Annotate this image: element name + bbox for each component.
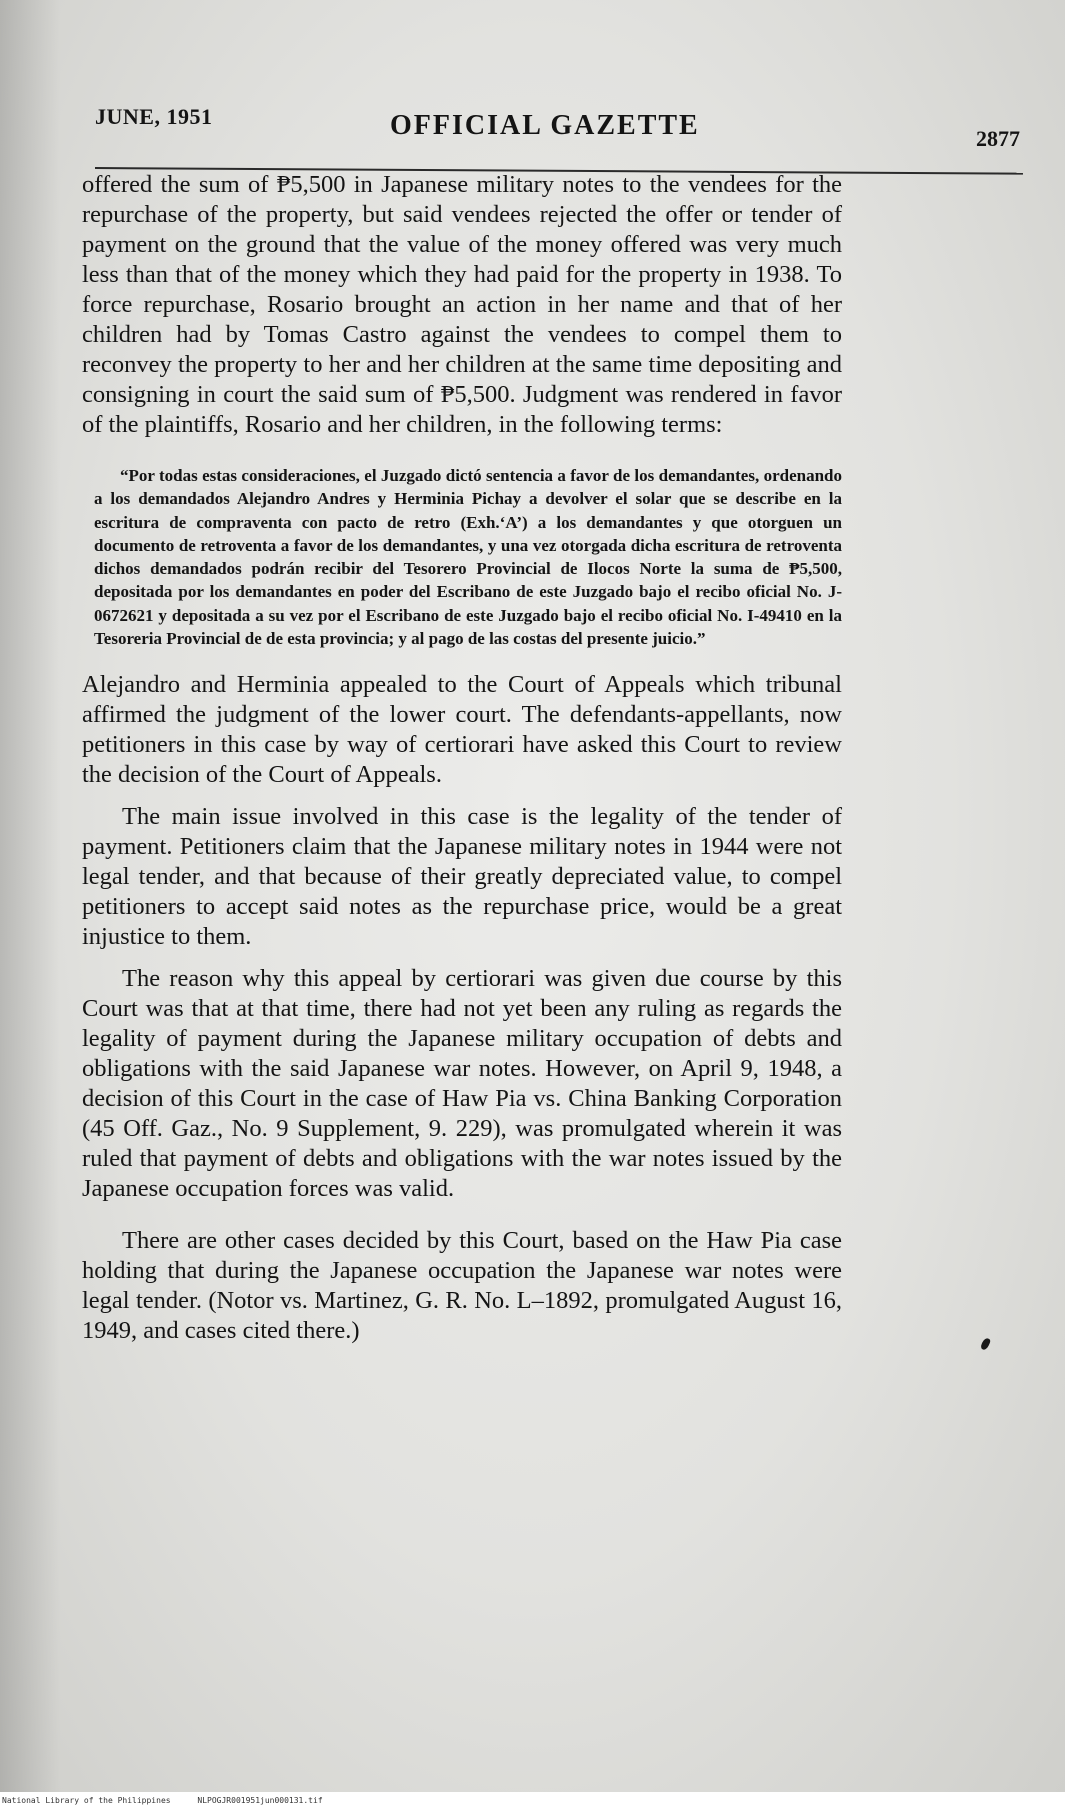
page-number: 2877 bbox=[976, 126, 1020, 151]
article-body bbox=[82, 170, 842, 1346]
paragraph-main-issue: The main issue involved in this case is the legality of the tender of payment. Petitioners claim that the Japanese military notes in 1944 were not legal tender, and that because of their greatly depreciated value, to compel petitioners to accept said notes as the repurchase price, would be a great injustice to them. bbox=[82, 803, 842, 951]
publication-title: OFFICIAL GAZETTE bbox=[390, 110, 700, 141]
paragraph-reason: The reason why this appeal by certiorari was given due course by this Court was that at that time, there had not yet been any ruling as regards the legality of payment during the Japanese military occupation of debts and obligations with the said Japanese war notes. However, on April 9, 1948, a decision of this Court in the case of Haw Pia vs. China Banking Corporation (45 Off. Gaz., No. 9 Supplement, 9. 229), was promulgated wherein it was ruled that payment of debts and obligations with the war notes issued by the Japanese occupation forces was valid. bbox=[82, 965, 842, 1203]
paragraph-other-cases: There are other cases decided by this Court, based on the Haw Pia case holding that during the Japanese occupation the Japanese war notes were legal tender. (Notor vs. Martinez, G. R. No. L–1892, promulgated August 16, 1949, and cases cited there.) bbox=[82, 1227, 842, 1345]
paragraph-continued: offered the sum of ₱5,500 in Japanese military notes to the vendees for the repurchase of the property, but said vendees rejected the offer or tender of payment on the ground that the value of the money offered was very much less than that of the money which they had paid for the property in 1938. To force repurchase, Rosario brought an action in her name and that of her children had by Tomas Castro against the vendees to compel them to reconvey the property to her and her children at the same time depositing and consigning in court the said sum of ₱5,500. Judgment was rendered in favor of the plaintiffs, Rosario and her children, in the following terms: bbox=[82, 171, 842, 438]
scan-file-ref: NLPOGJR001951jun000131.tif bbox=[197, 1796, 323, 1805]
block-quote-spanish: “Por todas estas consideraciones, el Juzgado dictó sentencia a favor de los demandantes, ordenando a los demandados Alejandro Andres y Herminia Pichay a devolver el solar que se describe en la escritura de compraventa con pacto de retro (Exh.‘A’) a los demandantes y que otorguen un documento de retroventa a favor de los demandantes, y una vez otorgada dicha escritura de retroventa dichos demandados podrán recibir del Tesorero Provincial de Ilocos Norte la suma de ₱5,500, depositada por los demandantes en poder del Escribano de este Juzgado bajo el recibo oficial No. J-0672621 y depositada a su vez por el Escribano de este Juzgado bajo el recibo oficial No. I-49410 en la Tesoreria Provincial de de esta provincia; y al pago de las costas del presente juicio.” bbox=[94, 466, 842, 649]
library-credit: National Library of the Philippines bbox=[2, 1796, 171, 1805]
issue-date: JUNE, 1951 bbox=[95, 104, 213, 129]
paragraph-appeal: Alejandro and Herminia appealed to the Court of Appeals which tribunal affirmed the judgment of the lower court. The defendants-appellants, now petitioners in this case by way of certiorari have asked this Court to review the decision of the Court of Appeals. bbox=[82, 671, 842, 789]
scan-footer bbox=[0, 1793, 1065, 1808]
page-header bbox=[95, 100, 1020, 151]
ink-speck bbox=[980, 1337, 991, 1351]
